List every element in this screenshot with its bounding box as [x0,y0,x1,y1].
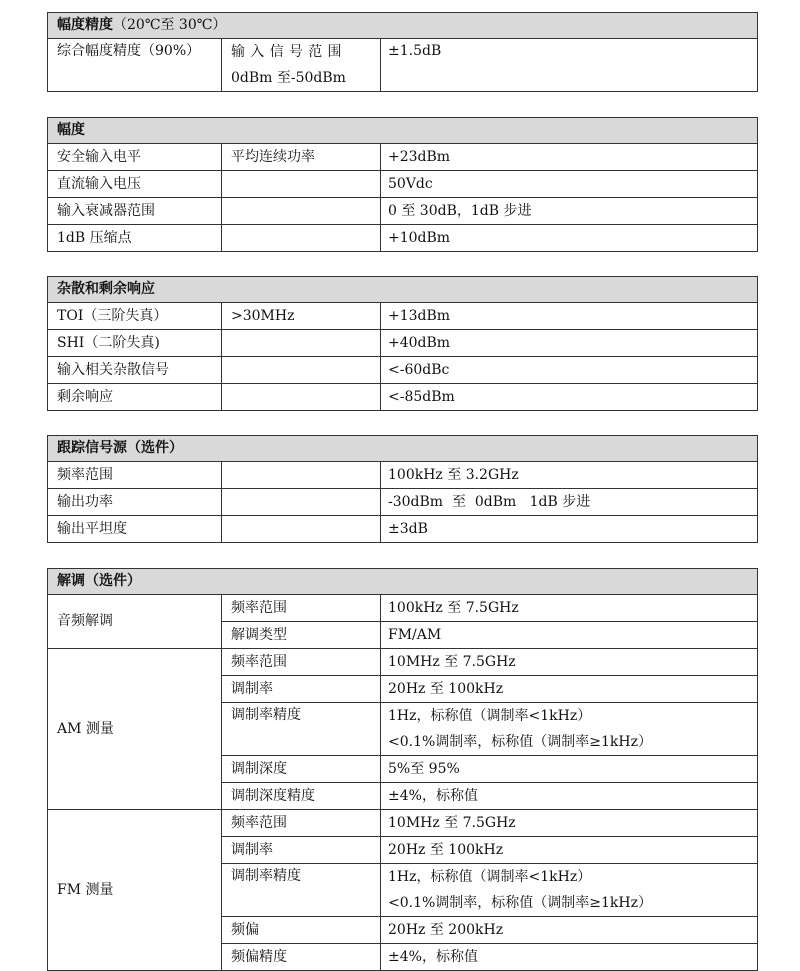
item-cell: 频率范围 [222,595,381,622]
value-cell: -30dBm 至 0dBm 1dB 步进 [381,489,758,516]
section-header [48,277,758,303]
item-cell: 调制深度精度 [222,783,381,810]
item-cell: 频偏精度 [222,944,381,971]
param-cell: 剩余响应 [48,384,222,411]
table-row [48,144,758,171]
value-cell: 5%至 95% [381,756,758,783]
value-line: 1Hz，标称值（调制率<1kHz） [388,708,592,724]
condition-line: 输入信号范围 [231,44,347,60]
section-title: 跟踪信号源（选件） [48,436,758,462]
condition-cell [222,225,381,252]
item-cell: 解调类型 [222,622,381,649]
table-row [48,303,758,330]
table-row [48,198,758,225]
table-row [48,171,758,198]
spurious-response-table [47,276,758,411]
section-header [48,13,758,39]
section-title: 幅度精度（20℃至 30℃） [48,13,758,39]
param-cell: SHI（二阶失真) [48,330,222,357]
param-cell: 安全输入电平 [48,144,222,171]
value-line: 1Hz，标称值（调制率<1kHz） [388,869,592,885]
amplitude-accuracy-table [47,12,758,92]
tracking-generator-table [47,435,758,543]
value-cell [381,864,758,917]
table-row [48,330,758,357]
table-row [48,462,758,489]
value-cell: <-85dBm [381,384,758,411]
value-cell: <-60dBc [381,357,758,384]
value-cell: 20Hz 至 100kHz [381,837,758,864]
value-cell: +13dBm [381,303,758,330]
param-cell: 1dB 压缩点 [48,225,222,252]
value-line: <0.1%调制率，标称值（调制率≥1kHz） [388,734,653,750]
condition-cell [222,198,381,225]
condition-cell [222,489,381,516]
value-cell: 0 至 30dB，1dB 步进 [381,198,758,225]
condition-cell [222,330,381,357]
item-cell: 调制率精度 [222,703,381,756]
item-cell: 调制深度 [222,756,381,783]
item-cell: 调制率 [222,837,381,864]
group-label-am: AM 测量 [48,649,222,810]
value-cell: 10MHz 至 7.5GHz [381,810,758,837]
value-cell: ±4%，标称值 [381,944,758,971]
value-cell: 100kHz 至 7.5GHz [381,595,758,622]
item-cell: 频率范围 [222,649,381,676]
demodulation-table [47,568,758,971]
condition-cell [222,516,381,543]
condition-cell: >30MHz [222,303,381,330]
value-cell: +23dBm [381,144,758,171]
section-header [48,569,758,595]
value-cell: 20Hz 至 100kHz [381,676,758,703]
table-row [48,384,758,411]
param-cell: 输出平坦度 [48,516,222,543]
section-header [48,118,758,144]
param-cell: 频率范围 [48,462,222,489]
group-label-fm: FM 测量 [48,810,222,971]
table-row [48,357,758,384]
condition-cell [222,357,381,384]
table-row [48,810,758,837]
value-cell: 20Hz 至 200kHz [381,917,758,944]
condition-cell [222,462,381,489]
section-condition: （20℃至 30℃） [113,17,227,33]
condition-cell [222,384,381,411]
value-cell: 100kHz 至 3.2GHz [381,462,758,489]
item-cell: 调制率精度 [222,864,381,917]
value-cell: ±1.5dB [381,39,758,92]
table-row [48,649,758,676]
condition-line: 0dBm 至-50dBm [231,70,346,86]
section-header [48,436,758,462]
param-cell: 输入相关杂散信号 [48,357,222,384]
param-cell: 输入衰减器范围 [48,198,222,225]
item-cell: 频偏 [222,917,381,944]
value-cell: ±3dB [381,516,758,543]
condition-cell [222,39,381,92]
value-cell: +40dBm [381,330,758,357]
value-cell: ±4%，标称值 [381,783,758,810]
value-cell [381,703,758,756]
table-row [48,595,758,622]
amplitude-table [47,117,758,252]
item-cell: 调制率 [222,676,381,703]
value-cell: +10dBm [381,225,758,252]
table-row [48,39,758,92]
value-cell: FM/AM [381,622,758,649]
table-row [48,489,758,516]
param-cell: 输出功率 [48,489,222,516]
section-title: 杂散和剩余响应 [48,277,758,303]
group-label-audio: 音频解调 [48,595,222,649]
param-cell: 直流输入电压 [48,171,222,198]
value-cell: 50Vdc [381,171,758,198]
condition-cell [222,171,381,198]
table-row [48,225,758,252]
value-cell: 10MHz 至 7.5GHz [381,649,758,676]
param-cell: 综合幅度精度（90%） [48,39,222,92]
section-title: 幅度 [48,118,758,144]
param-cell: TOI（三阶失真） [48,303,222,330]
value-line: <0.1%调制率，标称值（调制率≥1kHz） [388,895,653,911]
item-cell: 频率范围 [222,810,381,837]
section-title: 解调（选件） [48,569,758,595]
table-row [48,516,758,543]
condition-cell: 平均连续功率 [222,144,381,171]
